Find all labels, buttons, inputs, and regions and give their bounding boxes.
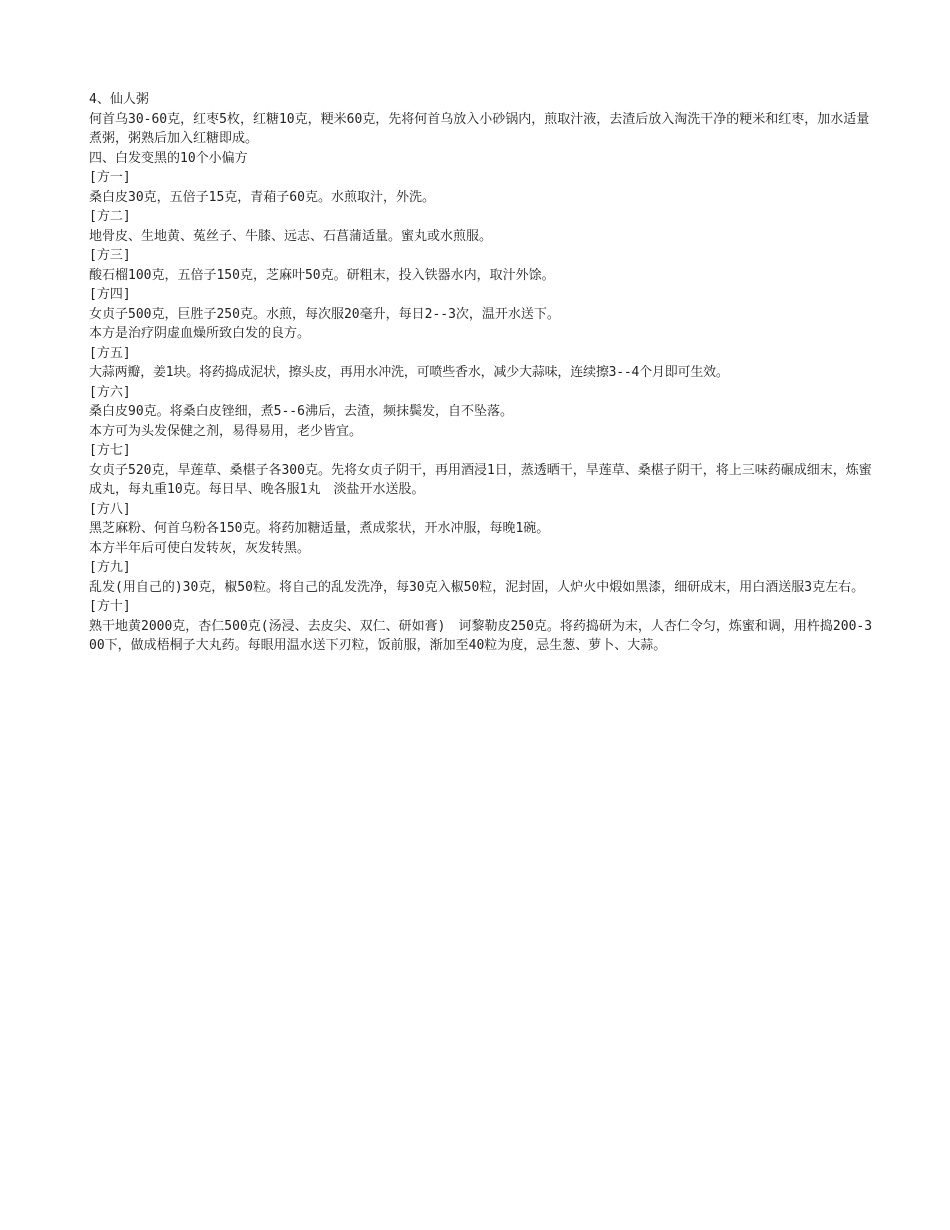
remedy-1-title: [方一] (89, 170, 131, 185)
remedy-1-text: 桑白皮30克，五倍子15克，青葙子60克。水煎取汁，外洗。 (89, 189, 435, 205)
remedy-7-text: 女贞子520克，旱莲草、桑椹子各300克。先将女贞子阴干，再用酒浸1日，蒸透晒干，旱莲草、桑椹子阴干，将上三味药碾成细末，炼蜜成丸，每丸重10克。每日早、晚各服1丸 淡盐开水送股。 (89, 462, 872, 497)
remedy-8-text: 黑芝麻粉、何首乌粉各150克。将药加糖适量，煮成浆状，开水冲服，每晚1碗。 (89, 521, 550, 536)
remedy-6 (89, 383, 879, 442)
remedy-4-title: [方四] (89, 287, 131, 302)
remedy-2-title: [方二] (89, 209, 131, 224)
item-4-body: 何首乌30-60克，红枣5枚，红糖10克，粳米60克，先将何首乌放入小砂锅内，煎取汁液，去渣后放入淘洗干净的粳米和红枣，加水适量煮粥，粥熟后加入红糖即成。 (89, 111, 870, 146)
remedy-6-title: [方六] (89, 384, 131, 400)
section-4-heading: 四、白发变黑的10个小偏方 (89, 150, 248, 166)
remedy-7 (89, 441, 879, 500)
remedy-8-title: [方八] (89, 501, 131, 517)
remedy-6-note: 本方可为头发保健之剂，易得易用，老少皆宜。 (89, 423, 363, 439)
remedy-10-text: 熟干地黄2000克，杏仁500克(汤浸、去皮尖、双仁、研如膏) 诃黎勒皮250克。将药捣研为末，人杏仁令匀，炼蜜和调，用杵捣200-300下，做成梧桐子大丸药。每眼用温水送下刃粒，饭前服，渐加至40粒为度，忌生葱、萝卜、大蒜。 (89, 618, 873, 653)
remedy-4-note: 本方是治疗阴虚血燥所致白发的良方。 (89, 326, 311, 341)
remedy-10-title: [方十] (89, 599, 131, 614)
remedy-1 (89, 168, 879, 207)
remedy-4-text: 女贞子500克，巨胜子250克。水煎，每次服20毫升，每日2--3次，温开水送下。 (89, 306, 560, 322)
remedy-5-text: 大蒜两瓣，姜1块。将药捣成泥状，擦头皮，再用水冲洗，可喷些香水，减少大蒜味，连续擦3--4个月即可生效。 (89, 365, 729, 380)
remedy-9-title: [方九] (89, 560, 131, 575)
remedy-5-title: [方五] (89, 345, 131, 361)
item-4-title: 4、仙人粥 (89, 92, 149, 107)
remedy-9-text: 乱发(用自己的)30克，椒50粒。将自己的乱发洗净，每30克入椒50粒，泥封固，人炉火中煅如黑漆，细研成末，用白酒送服3克左右。 (89, 579, 865, 595)
remedy-3-text: 酸石榴100克，五倍子150克，芝麻叶50克。研粗末，投入铁器水内，取汁外馀。 (89, 267, 555, 283)
remedy-2-text: 地骨皮、生地黄、菟丝子、牛膝、远志、石菖蒲适量。蜜丸或水煎服。 (89, 228, 493, 244)
document-content (89, 90, 879, 656)
remedy-2 (89, 207, 879, 246)
remedy-8-note: 本方半年后可使白发转灰，灰发转黑。 (89, 540, 311, 556)
remedy-6-text: 桑白皮90克。将桑白皮锉细，煮5--6沸后，去渣，频抹鬓发，自不坠落。 (89, 404, 513, 419)
remedy-7-title: [方七] (89, 443, 131, 458)
remedy-10 (89, 597, 879, 656)
remedy-5 (89, 344, 879, 383)
remedy-4 (89, 285, 879, 344)
remedy-9 (89, 558, 879, 597)
remedy-3 (89, 246, 879, 285)
remedy-8 (89, 500, 879, 559)
remedy-3-title: [方三] (89, 248, 131, 263)
